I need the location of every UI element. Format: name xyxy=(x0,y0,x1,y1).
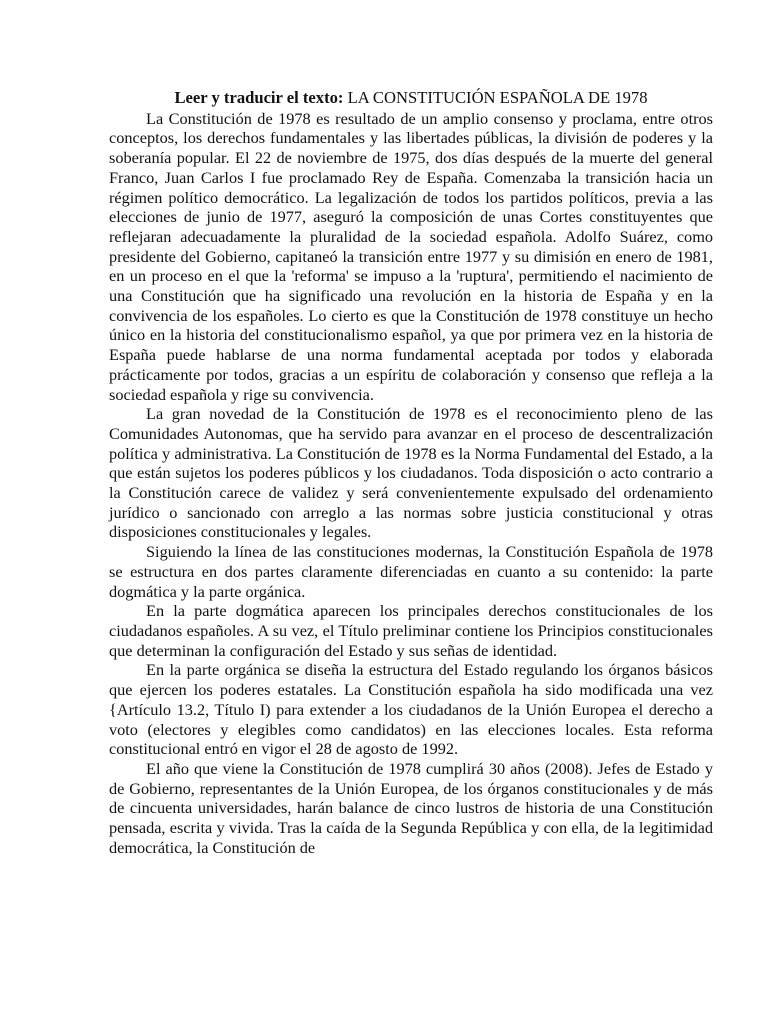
paragraph-5: En la parte orgánica se diseña la estructura del Estado regulando los órganos básicos que ejercen los poderes estatales. La Constitución española ha sido modificada una vez {Artículo 13.2, Título I) para extender a los ciudadanos de la Unión Europea el derecho a voto (electores y elegibles como candidatos) en las elecciones locales. Esta reforma constitucional entró en vigor el 28 de agosto de 1992. xyxy=(109,660,713,759)
paragraph-3: Siguiendo la línea de las constituciones modernas, la Constitución Española de 1978 se estructura en dos partes claramente diferenciadas en cuanto a su contenido: la parte dogmática y la parte orgánica. xyxy=(109,542,713,601)
heading-lead: Leer y traducir el texto: xyxy=(174,88,344,107)
document-page xyxy=(109,88,713,857)
paragraph-6: El año que viene la Constitución de 1978 cumplirá 30 años (2008). Jefes de Estado y de Gobierno, representantes de la Unión Europea, de los órganos constitucionales y de más de cincuenta universidades, harán balance de cinco lustros de historia de una Constitución pensada, escrita y vivida. Tras la caída de la Segunda República y con ella, de la legitimidad democrática, la Constitución de xyxy=(109,758,713,857)
paragraph-4: En la parte dogmática aparecen los principales derechos constitucionales de los ciudadanos españoles. A su vez, el Título preliminar contiene los Principios constitucionales que determinan la configuración del Estado y sus señas de identidad. xyxy=(109,601,713,660)
paragraph-1: La Constitución de 1978 es resultado de un amplio consenso y proclama, entre otros conceptos, los derechos fundamentales y las libertades públicas, la división de poderes y la soberanía popular. El 22 de noviembre de 1975, dos días después de la muerte del general Franco, Juan Carlos I fue proclamado Rey de España. Comenzaba la transición hacia un régimen político democrático. La legalización de todos los partidos políticos, previa a las elecciones de junio de 1977, aseguró la composición de unas Cortes constituyentes que reflejaran adecuadamente la pluralidad de la sociedad española. Adolfo Suárez, como presidente del Gobierno, capitaneó la transición entre 1977 y su dimisión en enero de 1981, en un proceso en el que la 'reforma' se impuso a la 'ruptura', permitiendo el nacimiento de una Constitución que ha significado una revolución en la historia de España y en la convivencia de los españoles. Lo cierto es que la Constitución de 1978 constituye un hecho único en la historia del constitucionalismo español, ya que por primera vez en la historia de España puede hablarse de una norma fundamental aceptada por todos y elaborada prácticamente por todos, gracias a un espíritu de colaboración y consenso que refleja a la sociedad española y rige su convivencia. xyxy=(109,108,713,404)
document-title: LA CONSTITUCIÓN ESPAÑOLA DE 1978 xyxy=(347,88,648,107)
paragraph-2: La gran novedad de la Constitución de 1978 es el reconocimiento pleno de las Comunidades Autonomas, que ha servido para avanzar en el proceso de descentralización política y administrativa. La Constitución de 1978 es la Norma Fundamental del Estado, a la que están sujetos los poderes públicos y los ciudadanos. Toda disposición o acto contrario a la Constitución carece de validez y será convenientemente expulsado del ordenamiento jurídico o sancionado con arreglo a las normas sobre justicia constitucional y otras disposiciones constitucionales y legales. xyxy=(109,404,713,542)
document-heading xyxy=(109,88,713,108)
